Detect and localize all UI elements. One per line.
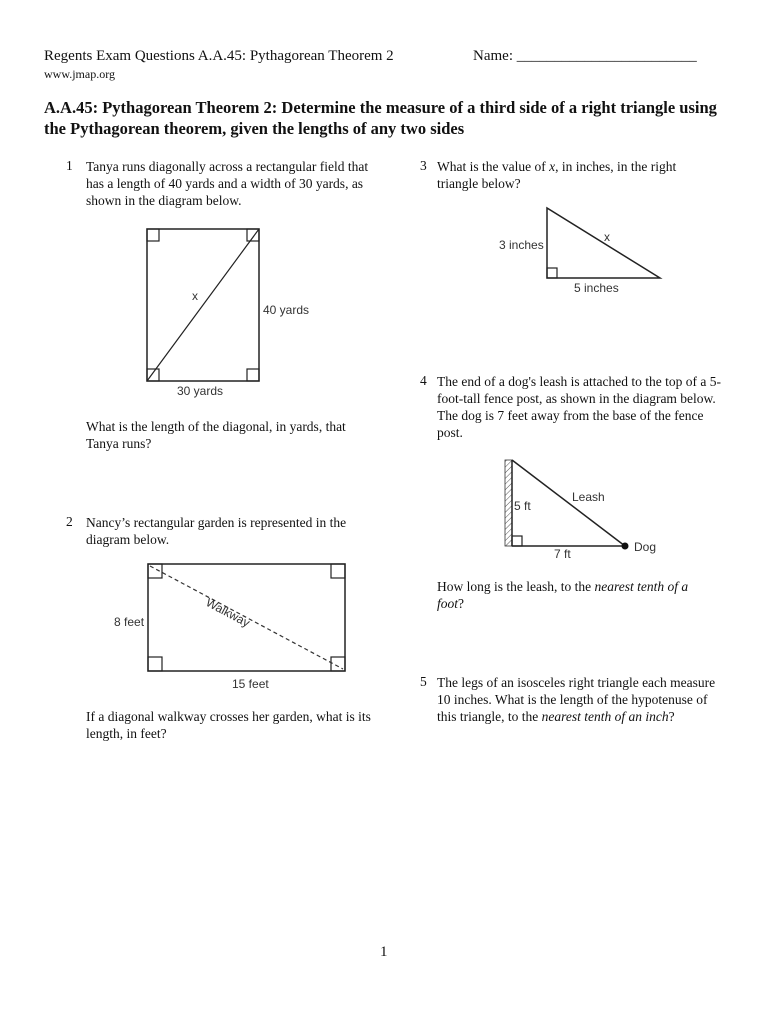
field-diagonal [147,229,259,381]
distance-label: 7 ft [554,547,571,561]
question-5-text-after: ? [668,709,675,724]
website-url: www.jmap.org [44,67,115,81]
width-label: 30 yards [177,384,224,398]
leg-label: 3 inches [499,238,544,252]
question-3-number: 3 [420,158,427,173]
question-4-number: 4 [420,373,427,388]
question-5-number: 5 [420,674,427,689]
right-angle-mark [247,369,259,381]
diagonal-label: x [192,289,198,303]
page-number: 1 [380,944,388,960]
name-blank-line: ________________________ [516,48,697,64]
walkway-label: Walkway [203,595,253,630]
question-3-variable: x [549,159,556,174]
question-4-followup-italic: nearest tenth of a foot [437,579,689,611]
question-1-followup: What is the length of the diagonal, in yards, that Tanya runs? [86,419,346,451]
question-5-text-before: The legs of an isosceles right triangle each measure 10 inches. What is the length of the hypotenuse of this triangle, to the [437,675,716,724]
length-label: 15 feet [232,677,269,691]
question-4-diagram [500,455,670,565]
right-angle-mark [148,657,162,671]
page-heading: A.A.45: Pythagorean Theorem 2: Determine the measure of a third side of a right triangle using the Pythagorean theorem, given the lengths of any two sides [44,98,717,138]
question-2-diagram [105,560,365,695]
length-label: 40 yards [263,303,310,317]
question-1-text: Tanya runs diagonally across a rectangular field that has a length of 40 yards and a width of 30 yards, as shown in the diagram below. [86,159,369,208]
question-5-text-italic: nearest tenth of an inch [541,709,669,724]
hypotenuse-label: x [604,230,610,244]
right-angle-mark [331,564,345,578]
question-1-number: 1 [66,158,73,173]
width-label: 8 feet [114,615,145,629]
question-4-followup-after: ? [458,596,465,611]
name-label [473,48,697,65]
question-2-text: Nancy’s rectangular garden is represented in the diagram below. [86,515,347,547]
right-angle-mark [547,268,557,278]
right-angle-mark [147,229,159,241]
name-label-text: Name: [473,48,513,64]
base-label: 5 inches [574,281,619,295]
question-2-followup: If a diagonal walkway crosses her garden, what is its length, in feet? [86,709,371,741]
leash-label: Leash [572,490,605,504]
header-title: Regents Exam Questions A.A.45: Pythagorean Theorem 2 [44,48,394,64]
right-angle-mark [512,536,522,546]
question-3-text-before: What is the value of [437,159,550,174]
fence-post [505,460,512,546]
question-3-text-after: , in inches, in the right triangle below? [437,159,677,191]
question-2-number: 2 [66,514,73,529]
question-4-text: The end of a dog's leash is attached to the top of a 5-foot-tall fence post, as shown in the diagram below. The dog is 7 feet away from the base of the fence post. [437,374,721,440]
dog-point [622,543,629,550]
question-4-followup [437,578,717,612]
question-1-diagram [130,222,350,407]
question-3-text [437,158,707,192]
dog-label: Dog [634,540,657,554]
question-4-followup-before: How long is the leash, to the [437,579,595,594]
post-height-label: 5 ft [514,499,531,513]
question-3-diagram [495,203,670,298]
question-5-text [437,674,729,725]
